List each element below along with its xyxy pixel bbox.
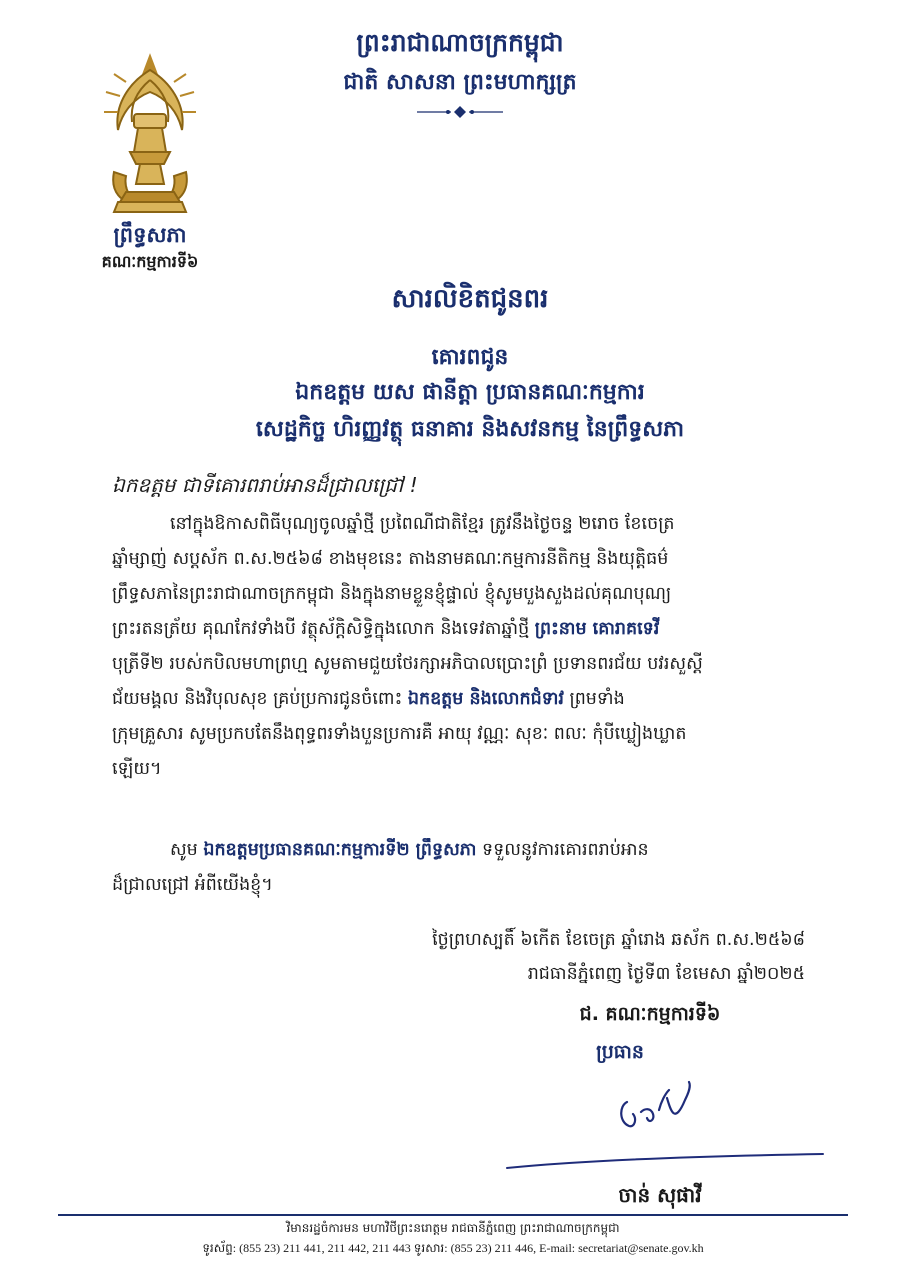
body-line-3: ព្រឹទ្ធសភានៃព្រះរាជាណាចក្រកម្ពុជា និងក្នុងនាមខ្លួនខ្ញុំផ្ទាល់ ខ្ញុំសូមបួងសួងដល់គុណបុណ្យ: [112, 584, 672, 604]
senate-name: ព្រឹទ្ធសភា: [113, 223, 187, 247]
body-text: ព្រះរតនត្រ័យ គុណកែវទាំងបី វត្ថុស័ក្តិសិទ្ធិក្នុងលោក និងទេវតាឆ្នាំថ្មី: [112, 619, 535, 639]
ornament-divider-icon: [415, 104, 505, 120]
letter-title: សារលិខិតជូនពរ: [391, 284, 549, 314]
signatory-name: ចាន់ សុផាវី: [618, 1183, 702, 1207]
footer-address: វិមានរដ្ឋចំការមន មហាវិថីព្រះនរោត្តម រាជធានីភ្នំពេញ ព្រះរាជាណាចក្រកម្ពុជា: [286, 1221, 620, 1235]
senate-emblem-icon: [100, 52, 200, 217]
commission-name: គណៈកម្មការទី៦: [101, 252, 199, 271]
body-line-6: [112, 687, 806, 713]
closing-line-1: [170, 838, 806, 864]
recipient-line-1: គោរពជូន: [431, 345, 509, 370]
national-motto: ជាតិ សាសនា ព្រះមហាក្សត្រ: [343, 70, 577, 95]
closing-line-2: ដ៏ជ្រាលជ្រៅ អំពីយើងខ្ញុំ។: [112, 875, 273, 895]
signatory-role: ប្រធាន: [596, 1041, 644, 1063]
closing-text: សូម: [170, 840, 204, 860]
kingdom-heading: ព្រះរាជាណាចក្រកម្ពុជា: [356, 28, 564, 57]
deity-name: ព្រះនាម គោរាគទេវី: [534, 619, 660, 639]
closing-emphasis: ឯកឧត្តមប្រធានគណៈកម្មការទី២ ព្រឹទ្ធសភា: [203, 840, 477, 860]
salutation: ឯកឧត្តម ជាទីគោរពរាប់អានដ៏ជ្រាលជ្រៅ !: [112, 473, 418, 497]
body-line-7: ក្រុមគ្រួសារ សូមប្រកបតែនឹងពុទ្ធពរទាំងបួនប្រការគឺ អាយុ វណ្ណៈ សុខៈ ពលៈ កុំបីឃ្លៀងឃ្លាត: [112, 724, 687, 744]
body-line-5: បុត្រីទី២ របស់កបិលមហាព្រហ្ម សូមតាមជួយថែរក្សាអភិបាលប្រោះព្រំ ប្រទានពរជ័យ បវរសួស្តី: [112, 654, 703, 674]
footer-contact: ទូរស័ព្ទ: (855 23) 211 441, 211 442, 211 443 ទូរសារ: (855 23) 211 446, E-mail: secretariat@senate.gov.kh: [202, 1241, 704, 1255]
footer-divider: [58, 1214, 848, 1216]
body-line-1: នៅក្នុងឱកាសពិធីបុណ្យចូលឆ្នាំថ្មី ប្រពៃណីជាតិខ្មែរ ត្រូវនឹងថ្ងៃចន្ទ ២រោច ខែចេត្រ: [170, 514, 675, 534]
recipient-line-3: សេដ្ឋកិច្ច ហិរញ្ញវត្ថុ ធនាគារ និងសវនកម្ម នៃព្រឹទ្ធសភា: [255, 417, 685, 442]
lunar-date: ថ្ងៃព្រហស្បតិ៍ ៦កើត ខែចេត្រ ឆ្នាំរោង ឆស័ក ព.ស.២៥៦៨: [432, 930, 805, 950]
solar-date: រាជធានីភ្នំពេញ ថ្ងៃទី៣ ខែមេសា ឆ្នាំ២០២៥: [527, 964, 805, 984]
signatory-organization: ជ. គណៈកម្មការទី៦: [579, 1003, 721, 1025]
honorific-emphasis: ឯកឧត្តម និងលោកជំទាវ: [407, 689, 564, 709]
handwritten-signature: [605, 1072, 725, 1142]
body-text: ជ័យមង្គល និងវិបុលសុខ គ្រប់ប្រការជូនចំពោះ: [112, 689, 408, 709]
recipient-line-2: ឯកឧត្តម យស ផានីត្តា ប្រធានគណៈកម្មការ: [295, 380, 645, 405]
body-line-2: ឆ្នាំម្សាញ់ សប្តស័ក ព.ស.២៥៦៨ ខាងមុខនេះ តាងនាមគណៈកម្មការនីតិកម្ម និងយុត្តិធម៌: [112, 549, 669, 569]
signature-flourish: [505, 1152, 825, 1172]
closing-text: ទទួលនូវការគោរពរាប់អាន: [476, 840, 649, 860]
body-line-8: ឡើយ។: [112, 759, 162, 779]
body-line-4: [112, 617, 806, 643]
body-text: ព្រមទាំង: [563, 689, 625, 709]
